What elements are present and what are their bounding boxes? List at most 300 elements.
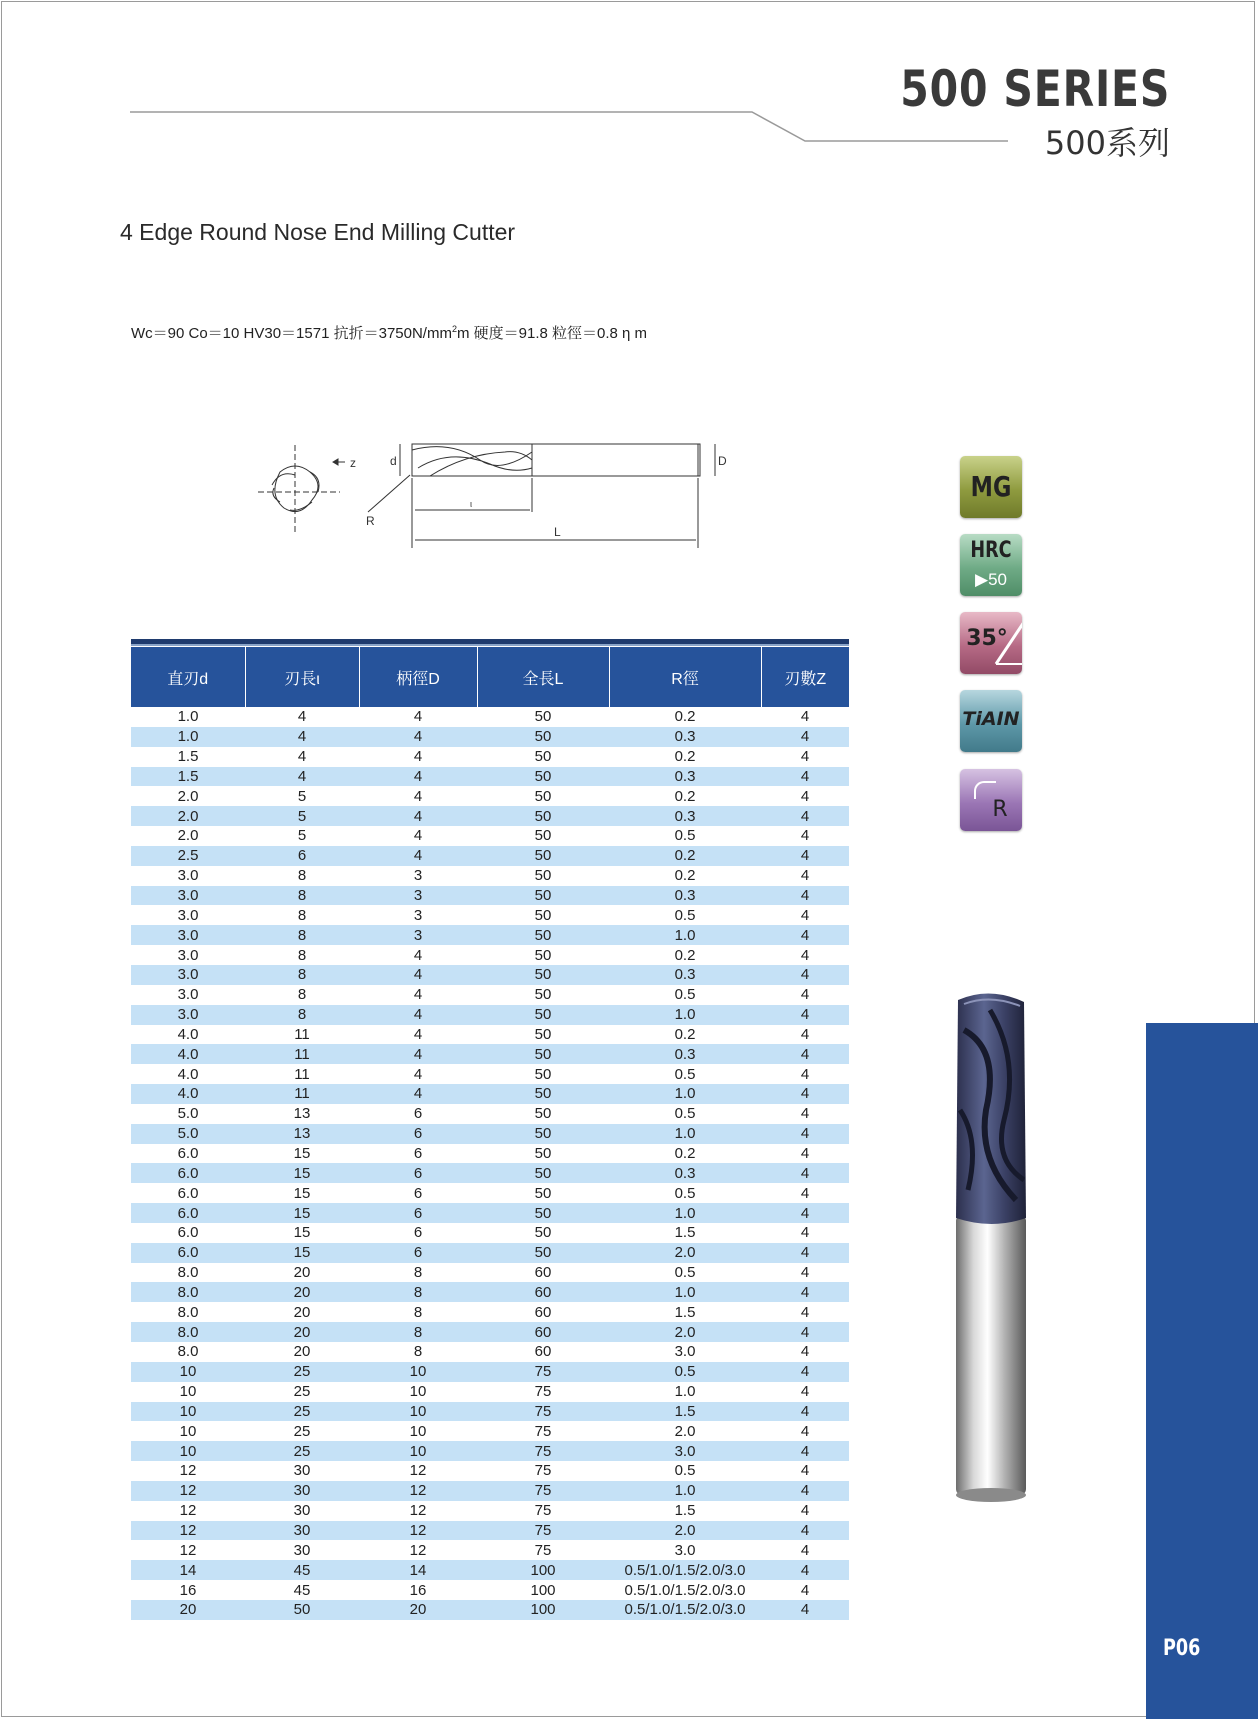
spec-table bbox=[131, 647, 849, 1620]
corner-radius-badge bbox=[960, 769, 1022, 831]
cell-overall-length: 75 bbox=[477, 1402, 609, 1422]
cell-diameter: 10 bbox=[131, 1402, 245, 1422]
cell-flutes: 4 bbox=[761, 806, 849, 826]
mg-badge bbox=[960, 456, 1022, 518]
label-d: d bbox=[390, 454, 397, 468]
cell-radius: 0.5 bbox=[674, 1264, 696, 1282]
cell-overall-length: 50 bbox=[477, 1124, 609, 1144]
table-row bbox=[131, 1560, 849, 1580]
cell-flutes: 4 bbox=[761, 1441, 849, 1461]
cell-diameter: 10 bbox=[131, 1362, 245, 1382]
table-top-rule-light bbox=[131, 644, 849, 646]
cell-shank-diameter: 4 bbox=[413, 986, 423, 1004]
table-row bbox=[131, 1421, 849, 1441]
cell-overall-length: 50 bbox=[534, 946, 552, 964]
table-row bbox=[131, 866, 849, 886]
cell-radius: 1.0 bbox=[609, 1084, 761, 1104]
cell-radius: 0.2 bbox=[674, 708, 696, 726]
cell-flute-length: 25 bbox=[293, 1422, 311, 1440]
table-row bbox=[131, 1461, 849, 1481]
cell-flute-length: 11 bbox=[245, 1084, 359, 1104]
cell-overall-length: 50 bbox=[477, 886, 609, 906]
cell-radius: 0.5 bbox=[674, 906, 696, 924]
cell-flute-length: 8 bbox=[297, 906, 307, 924]
cell-flutes: 4 bbox=[800, 1343, 810, 1361]
table-row bbox=[131, 1223, 849, 1243]
cell-diameter: 12 bbox=[179, 1541, 197, 1559]
cell-flute-length: 8 bbox=[297, 867, 307, 885]
cell-flute-length: 30 bbox=[293, 1462, 311, 1480]
cell-diameter: 3.0 bbox=[177, 986, 199, 1004]
cell-overall-length: 100 bbox=[477, 1600, 609, 1620]
series-subtitle: 500系列 bbox=[1044, 124, 1170, 162]
cell-flutes: 4 bbox=[761, 1163, 849, 1183]
cell-diameter: 1.0 bbox=[131, 727, 245, 747]
cell-shank-diameter: 20 bbox=[359, 1600, 477, 1620]
cell-flutes: 4 bbox=[761, 1402, 849, 1422]
cell-shank-diameter: 6 bbox=[359, 1203, 477, 1223]
cell-overall-length: 50 bbox=[534, 1065, 552, 1083]
cell-flutes: 4 bbox=[800, 1264, 810, 1282]
cell-flute-length: 20 bbox=[245, 1282, 359, 1302]
mg-badge-label: MG bbox=[970, 470, 1012, 503]
cell-flute-length: 8 bbox=[245, 925, 359, 945]
cell-overall-length: 100 bbox=[530, 1581, 556, 1599]
table-row bbox=[131, 1203, 849, 1223]
cell-diameter: 10 bbox=[131, 1441, 245, 1461]
table-row bbox=[131, 846, 849, 866]
cell-diameter: 3.0 bbox=[131, 965, 245, 985]
cell-flute-length: 15 bbox=[245, 1163, 359, 1183]
table-row bbox=[131, 1322, 849, 1342]
cell-radius: 3.0 bbox=[674, 1343, 696, 1361]
cell-flute-length: 8 bbox=[297, 946, 307, 964]
cell-shank-diameter: 4 bbox=[413, 1065, 423, 1083]
cell-diameter: 6.0 bbox=[177, 1184, 199, 1202]
cell-shank-diameter: 3 bbox=[359, 886, 477, 906]
label-R: R bbox=[366, 514, 375, 528]
col-header-flute-length: 刃長ι bbox=[245, 647, 359, 707]
cell-diameter: 12 bbox=[131, 1521, 245, 1541]
cell-shank-diameter: 4 bbox=[413, 1025, 423, 1043]
cell-flutes: 4 bbox=[761, 1005, 849, 1025]
cell-flutes: 4 bbox=[761, 1481, 849, 1501]
cutter-drawing bbox=[250, 430, 730, 550]
cell-radius: 1.5 bbox=[674, 1502, 696, 1520]
cell-overall-length: 50 bbox=[534, 1184, 552, 1202]
cell-radius: 1.0 bbox=[609, 1203, 761, 1223]
label-l: ι bbox=[470, 499, 472, 509]
cell-flutes: 4 bbox=[800, 1025, 810, 1043]
cell-flute-length: 13 bbox=[293, 1105, 311, 1123]
cell-shank-diameter: 8 bbox=[359, 1282, 477, 1302]
col-header-overall-length: 全長L bbox=[477, 647, 609, 707]
cell-diameter: 4.0 bbox=[177, 1025, 199, 1043]
cell-flutes: 4 bbox=[800, 1502, 810, 1520]
cell-overall-length: 50 bbox=[477, 727, 609, 747]
cell-shank-diameter: 4 bbox=[359, 1084, 477, 1104]
material-spec bbox=[131, 322, 647, 343]
cell-flute-length: 20 bbox=[293, 1264, 311, 1282]
cell-shank-diameter: 4 bbox=[413, 748, 423, 766]
cell-shank-diameter: 6 bbox=[359, 1124, 477, 1144]
cell-overall-length: 50 bbox=[477, 1203, 609, 1223]
cell-flutes: 4 bbox=[761, 1044, 849, 1064]
col-header-flutes: 刃數Z bbox=[761, 647, 849, 707]
cell-diameter: 12 bbox=[131, 1481, 245, 1501]
cell-flute-length: 30 bbox=[245, 1481, 359, 1501]
cell-radius: 1.0 bbox=[609, 1282, 761, 1302]
cell-radius: 0.2 bbox=[674, 1025, 696, 1043]
cell-flute-length: 11 bbox=[245, 1044, 359, 1064]
cell-overall-length: 75 bbox=[534, 1422, 552, 1440]
cell-flutes: 4 bbox=[800, 1462, 810, 1480]
cell-shank-diameter: 4 bbox=[359, 965, 477, 985]
cell-shank-diameter: 4 bbox=[413, 827, 423, 845]
cell-overall-length: 50 bbox=[534, 1105, 552, 1123]
table-row bbox=[131, 826, 849, 846]
cell-overall-length: 75 bbox=[477, 1481, 609, 1501]
cell-flute-length: 13 bbox=[245, 1124, 359, 1144]
cell-flute-length: 25 bbox=[245, 1441, 359, 1461]
cell-radius: 1.5 bbox=[609, 1402, 761, 1422]
cell-diameter: 8.0 bbox=[131, 1282, 245, 1302]
cell-shank-diameter: 6 bbox=[413, 1105, 423, 1123]
side-band bbox=[1146, 1023, 1258, 1719]
cell-overall-length: 50 bbox=[534, 906, 552, 924]
cell-overall-length: 50 bbox=[534, 1224, 552, 1242]
cell-flute-length: 8 bbox=[297, 986, 307, 1004]
cell-diameter: 12 bbox=[179, 1502, 197, 1520]
cell-overall-length: 50 bbox=[534, 787, 552, 805]
table-row bbox=[131, 1263, 849, 1283]
cell-flute-length: 30 bbox=[293, 1502, 311, 1520]
cell-radius: 0.3 bbox=[609, 1163, 761, 1183]
cell-shank-diameter: 4 bbox=[359, 1044, 477, 1064]
cell-flutes: 4 bbox=[800, 1184, 810, 1202]
cell-flute-length: 30 bbox=[245, 1521, 359, 1541]
cell-flute-length: 5 bbox=[297, 787, 307, 805]
cell-diameter: 5.0 bbox=[131, 1124, 245, 1144]
cell-flutes: 4 bbox=[800, 1303, 810, 1321]
cell-diameter: 8.0 bbox=[177, 1303, 199, 1321]
cell-flutes: 4 bbox=[761, 1243, 849, 1263]
table-row bbox=[131, 1580, 849, 1600]
table-row bbox=[131, 786, 849, 806]
cell-radius: 0.5/1.0/1.5/2.0/3.0 bbox=[609, 1600, 761, 1620]
table-row bbox=[131, 1144, 849, 1164]
cell-flute-length: 11 bbox=[294, 1065, 310, 1083]
helix-angle-label: 35° bbox=[966, 626, 1008, 651]
table-row bbox=[131, 1183, 849, 1203]
cell-flute-length: 25 bbox=[245, 1362, 359, 1382]
cell-shank-diameter: 4 bbox=[413, 708, 423, 726]
corner-radius-label: R bbox=[992, 797, 1008, 822]
cell-shank-diameter: 12 bbox=[359, 1521, 477, 1541]
cell-diameter: 2.0 bbox=[131, 806, 245, 826]
cell-shank-diameter: 10 bbox=[359, 1402, 477, 1422]
cell-overall-length: 75 bbox=[534, 1462, 552, 1480]
table-row bbox=[131, 945, 849, 965]
cell-flute-length: 5 bbox=[297, 827, 307, 845]
cell-diameter: 3.0 bbox=[177, 946, 199, 964]
table-row bbox=[131, 1084, 849, 1104]
cell-shank-diameter: 4 bbox=[359, 1005, 477, 1025]
cell-radius: 1.0 bbox=[609, 1481, 761, 1501]
cell-diameter: 14 bbox=[131, 1560, 245, 1580]
cell-diameter: 4.0 bbox=[131, 1044, 245, 1064]
cell-diameter: 20 bbox=[131, 1600, 245, 1620]
cell-diameter: 8.0 bbox=[177, 1343, 199, 1361]
cell-shank-diameter: 10 bbox=[359, 1362, 477, 1382]
cell-overall-length: 50 bbox=[477, 806, 609, 826]
end-mill-photo bbox=[920, 990, 1030, 1510]
table-row bbox=[131, 1044, 849, 1064]
cell-flutes: 4 bbox=[800, 827, 810, 845]
cell-radius: 0.2 bbox=[674, 946, 696, 964]
cell-radius: 0.2 bbox=[609, 846, 761, 866]
material-spec-tail: m 硬度＝91.8 粒徑＝0.8 η m bbox=[456, 325, 648, 342]
cell-shank-diameter: 6 bbox=[413, 1184, 423, 1202]
cell-radius: 2.0 bbox=[609, 1243, 761, 1263]
cell-flutes: 4 bbox=[800, 1541, 810, 1559]
cell-radius: 0.5 bbox=[674, 1184, 696, 1202]
table-row bbox=[131, 1600, 849, 1620]
cell-flutes: 4 bbox=[800, 787, 810, 805]
cell-overall-length: 50 bbox=[534, 708, 552, 726]
material-spec-main: Wc＝90 Co＝10 HV30＝1571 抗折＝3750N/mm bbox=[131, 325, 452, 342]
cell-flute-length: 20 bbox=[293, 1303, 311, 1321]
series-title: 500 SERIES bbox=[900, 60, 1170, 118]
cell-diameter: 3.0 bbox=[177, 906, 199, 924]
cell-diameter: 6.0 bbox=[177, 1224, 199, 1242]
cell-flute-length: 8 bbox=[245, 886, 359, 906]
page-number: P06 bbox=[1163, 1636, 1201, 1661]
cell-radius: 0.3 bbox=[609, 886, 761, 906]
label-z: z bbox=[350, 456, 356, 470]
cell-radius: 3.0 bbox=[609, 1441, 761, 1461]
cell-flutes: 4 bbox=[761, 965, 849, 985]
cell-radius: 0.3 bbox=[609, 767, 761, 787]
cell-radius: 2.0 bbox=[674, 1422, 696, 1440]
cell-flutes: 4 bbox=[761, 1560, 849, 1580]
cell-diameter: 5.0 bbox=[177, 1105, 199, 1123]
table-row bbox=[131, 925, 849, 945]
cell-flutes: 4 bbox=[761, 1521, 849, 1541]
table-row bbox=[131, 1540, 849, 1560]
cell-flute-length: 8 bbox=[245, 965, 359, 985]
cell-flutes: 4 bbox=[761, 1362, 849, 1382]
cell-radius: 0.2 bbox=[674, 748, 696, 766]
cell-flutes: 4 bbox=[800, 867, 810, 885]
table-row bbox=[131, 886, 849, 906]
cell-shank-diameter: 4 bbox=[413, 946, 423, 964]
col-header-diameter: 直刃d bbox=[131, 647, 245, 707]
cell-shank-diameter: 4 bbox=[359, 806, 477, 826]
label-D: D bbox=[718, 454, 727, 468]
cell-diameter: 16 bbox=[179, 1581, 197, 1599]
cell-diameter: 2.0 bbox=[177, 787, 199, 805]
cell-flute-length: 15 bbox=[293, 1144, 311, 1162]
cell-flutes: 4 bbox=[800, 1144, 810, 1162]
cell-overall-length: 50 bbox=[477, 965, 609, 985]
cell-flutes: 4 bbox=[761, 727, 849, 747]
table-row bbox=[131, 747, 849, 767]
table-row bbox=[131, 1124, 849, 1144]
cell-flutes: 4 bbox=[761, 846, 849, 866]
cell-flutes: 4 bbox=[761, 925, 849, 945]
table-row bbox=[131, 1005, 849, 1025]
cell-overall-length: 60 bbox=[534, 1264, 552, 1282]
cell-overall-length: 50 bbox=[477, 1243, 609, 1263]
cell-radius: 1.0 bbox=[609, 1124, 761, 1144]
cell-diameter: 3.0 bbox=[177, 867, 199, 885]
cell-flutes: 4 bbox=[761, 886, 849, 906]
cell-shank-diameter: 8 bbox=[413, 1343, 423, 1361]
cell-radius: 0.5/1.0/1.5/2.0/3.0 bbox=[624, 1581, 746, 1599]
cell-shank-diameter: 4 bbox=[359, 846, 477, 866]
cell-overall-length: 75 bbox=[534, 1502, 552, 1520]
cell-flutes: 4 bbox=[761, 1203, 849, 1223]
cell-radius: 0.3 bbox=[609, 1044, 761, 1064]
table-body bbox=[131, 707, 849, 1620]
cell-radius: 1.0 bbox=[609, 1005, 761, 1025]
cell-shank-diameter: 3 bbox=[413, 906, 423, 924]
cell-shank-diameter: 10 bbox=[409, 1383, 427, 1401]
cell-overall-length: 60 bbox=[534, 1303, 552, 1321]
cell-radius: 0.5 bbox=[674, 1065, 696, 1083]
cell-shank-diameter: 10 bbox=[409, 1422, 427, 1440]
cell-radius: 0.5 bbox=[674, 986, 696, 1004]
cell-radius: 3.0 bbox=[674, 1541, 696, 1559]
cell-flutes: 4 bbox=[800, 946, 810, 964]
cell-overall-length: 50 bbox=[477, 1044, 609, 1064]
table-row bbox=[131, 985, 849, 1005]
cell-overall-length: 50 bbox=[477, 925, 609, 945]
cell-overall-length: 75 bbox=[534, 1383, 552, 1401]
cell-diameter: 6.0 bbox=[177, 1144, 199, 1162]
cell-diameter: 1.5 bbox=[177, 748, 199, 766]
coating-badge-label: TiAIN bbox=[962, 708, 1020, 730]
cell-radius: 0.5 bbox=[674, 827, 696, 845]
table-row bbox=[131, 767, 849, 787]
cell-shank-diameter: 12 bbox=[409, 1502, 427, 1520]
cell-overall-length: 50 bbox=[534, 748, 552, 766]
cell-flute-length: 4 bbox=[245, 727, 359, 747]
cell-diameter: 2.5 bbox=[131, 846, 245, 866]
cell-shank-diameter: 6 bbox=[359, 1163, 477, 1183]
cell-flute-length: 30 bbox=[293, 1541, 311, 1559]
cell-flutes: 4 bbox=[800, 708, 810, 726]
table-row bbox=[131, 1402, 849, 1422]
cell-overall-length: 50 bbox=[534, 867, 552, 885]
cell-shank-diameter: 6 bbox=[359, 1243, 477, 1263]
table-row bbox=[131, 1104, 849, 1124]
table-row bbox=[131, 806, 849, 826]
cell-radius: 0.5/1.0/1.5/2.0/3.0 bbox=[609, 1560, 761, 1580]
cell-flute-length: 8 bbox=[245, 1005, 359, 1025]
cell-overall-length: 50 bbox=[477, 767, 609, 787]
cell-flute-length: 50 bbox=[245, 1600, 359, 1620]
cell-flutes: 4 bbox=[800, 1581, 810, 1599]
cell-flute-length: 25 bbox=[245, 1402, 359, 1422]
cell-shank-diameter: 12 bbox=[409, 1462, 427, 1480]
cell-diameter: 3.0 bbox=[131, 1005, 245, 1025]
cell-flutes: 4 bbox=[800, 1383, 810, 1401]
table-row bbox=[131, 1481, 849, 1501]
table-row bbox=[131, 1064, 849, 1084]
cell-flute-length: 15 bbox=[245, 1203, 359, 1223]
product-title: 4 Edge Round Nose End Milling Cutter bbox=[120, 219, 516, 245]
cell-shank-diameter: 12 bbox=[409, 1541, 427, 1559]
cell-radius: 0.3 bbox=[609, 806, 761, 826]
hrc-badge bbox=[960, 534, 1022, 596]
hrc-badge-value: ▶50 bbox=[975, 570, 1007, 589]
cell-flute-length: 20 bbox=[245, 1322, 359, 1342]
cell-overall-length: 50 bbox=[477, 1005, 609, 1025]
cell-diameter: 6.0 bbox=[131, 1243, 245, 1263]
cell-overall-length: 60 bbox=[534, 1343, 552, 1361]
table-row bbox=[131, 905, 849, 925]
cell-diameter: 3.0 bbox=[131, 925, 245, 945]
cell-overall-length: 50 bbox=[477, 1084, 609, 1104]
cell-overall-length: 75 bbox=[477, 1362, 609, 1382]
cell-shank-diameter: 3 bbox=[413, 867, 423, 885]
cell-overall-length: 100 bbox=[477, 1560, 609, 1580]
cell-flute-length: 4 bbox=[245, 767, 359, 787]
cell-shank-diameter: 4 bbox=[359, 767, 477, 787]
cell-diameter: 4.0 bbox=[131, 1084, 245, 1104]
table-row bbox=[131, 1282, 849, 1302]
cell-flutes: 4 bbox=[800, 986, 810, 1004]
cell-flute-length: 45 bbox=[245, 1560, 359, 1580]
cell-radius: 0.2 bbox=[674, 787, 696, 805]
cell-diameter: 1.0 bbox=[177, 708, 199, 726]
cell-overall-length: 50 bbox=[534, 1144, 552, 1162]
cell-diameter: 4.0 bbox=[177, 1065, 199, 1083]
table-row bbox=[131, 707, 849, 727]
cell-overall-length: 75 bbox=[534, 1541, 552, 1559]
cell-shank-diameter: 8 bbox=[413, 1264, 423, 1282]
cell-radius: 1.5 bbox=[674, 1224, 696, 1242]
cell-radius: 1.0 bbox=[674, 1383, 696, 1401]
cell-flutes: 4 bbox=[800, 1224, 810, 1242]
cell-flutes: 4 bbox=[761, 767, 849, 787]
cell-flutes: 4 bbox=[800, 1105, 810, 1123]
table-row bbox=[131, 1163, 849, 1183]
table-row bbox=[131, 1362, 849, 1382]
cell-flute-length: 11 bbox=[294, 1025, 310, 1043]
table-row bbox=[131, 1025, 849, 1045]
coating-badge bbox=[960, 690, 1022, 752]
cell-flute-length: 4 bbox=[297, 748, 307, 766]
cell-flute-length: 25 bbox=[293, 1383, 311, 1401]
cell-flute-length: 15 bbox=[293, 1184, 311, 1202]
col-header-radius: R徑 bbox=[609, 647, 761, 707]
cell-overall-length: 60 bbox=[477, 1282, 609, 1302]
cell-shank-diameter: 12 bbox=[359, 1481, 477, 1501]
table-row bbox=[131, 1382, 849, 1402]
table-row bbox=[131, 1302, 849, 1322]
end-view bbox=[258, 445, 345, 535]
cell-flutes: 4 bbox=[800, 1422, 810, 1440]
cell-flute-length: 6 bbox=[245, 846, 359, 866]
cell-overall-length: 50 bbox=[534, 986, 552, 1004]
cell-flute-length: 15 bbox=[293, 1224, 311, 1242]
cell-flute-length: 45 bbox=[293, 1581, 311, 1599]
cell-diameter: 6.0 bbox=[131, 1203, 245, 1223]
cell-shank-diameter: 8 bbox=[413, 1303, 423, 1321]
